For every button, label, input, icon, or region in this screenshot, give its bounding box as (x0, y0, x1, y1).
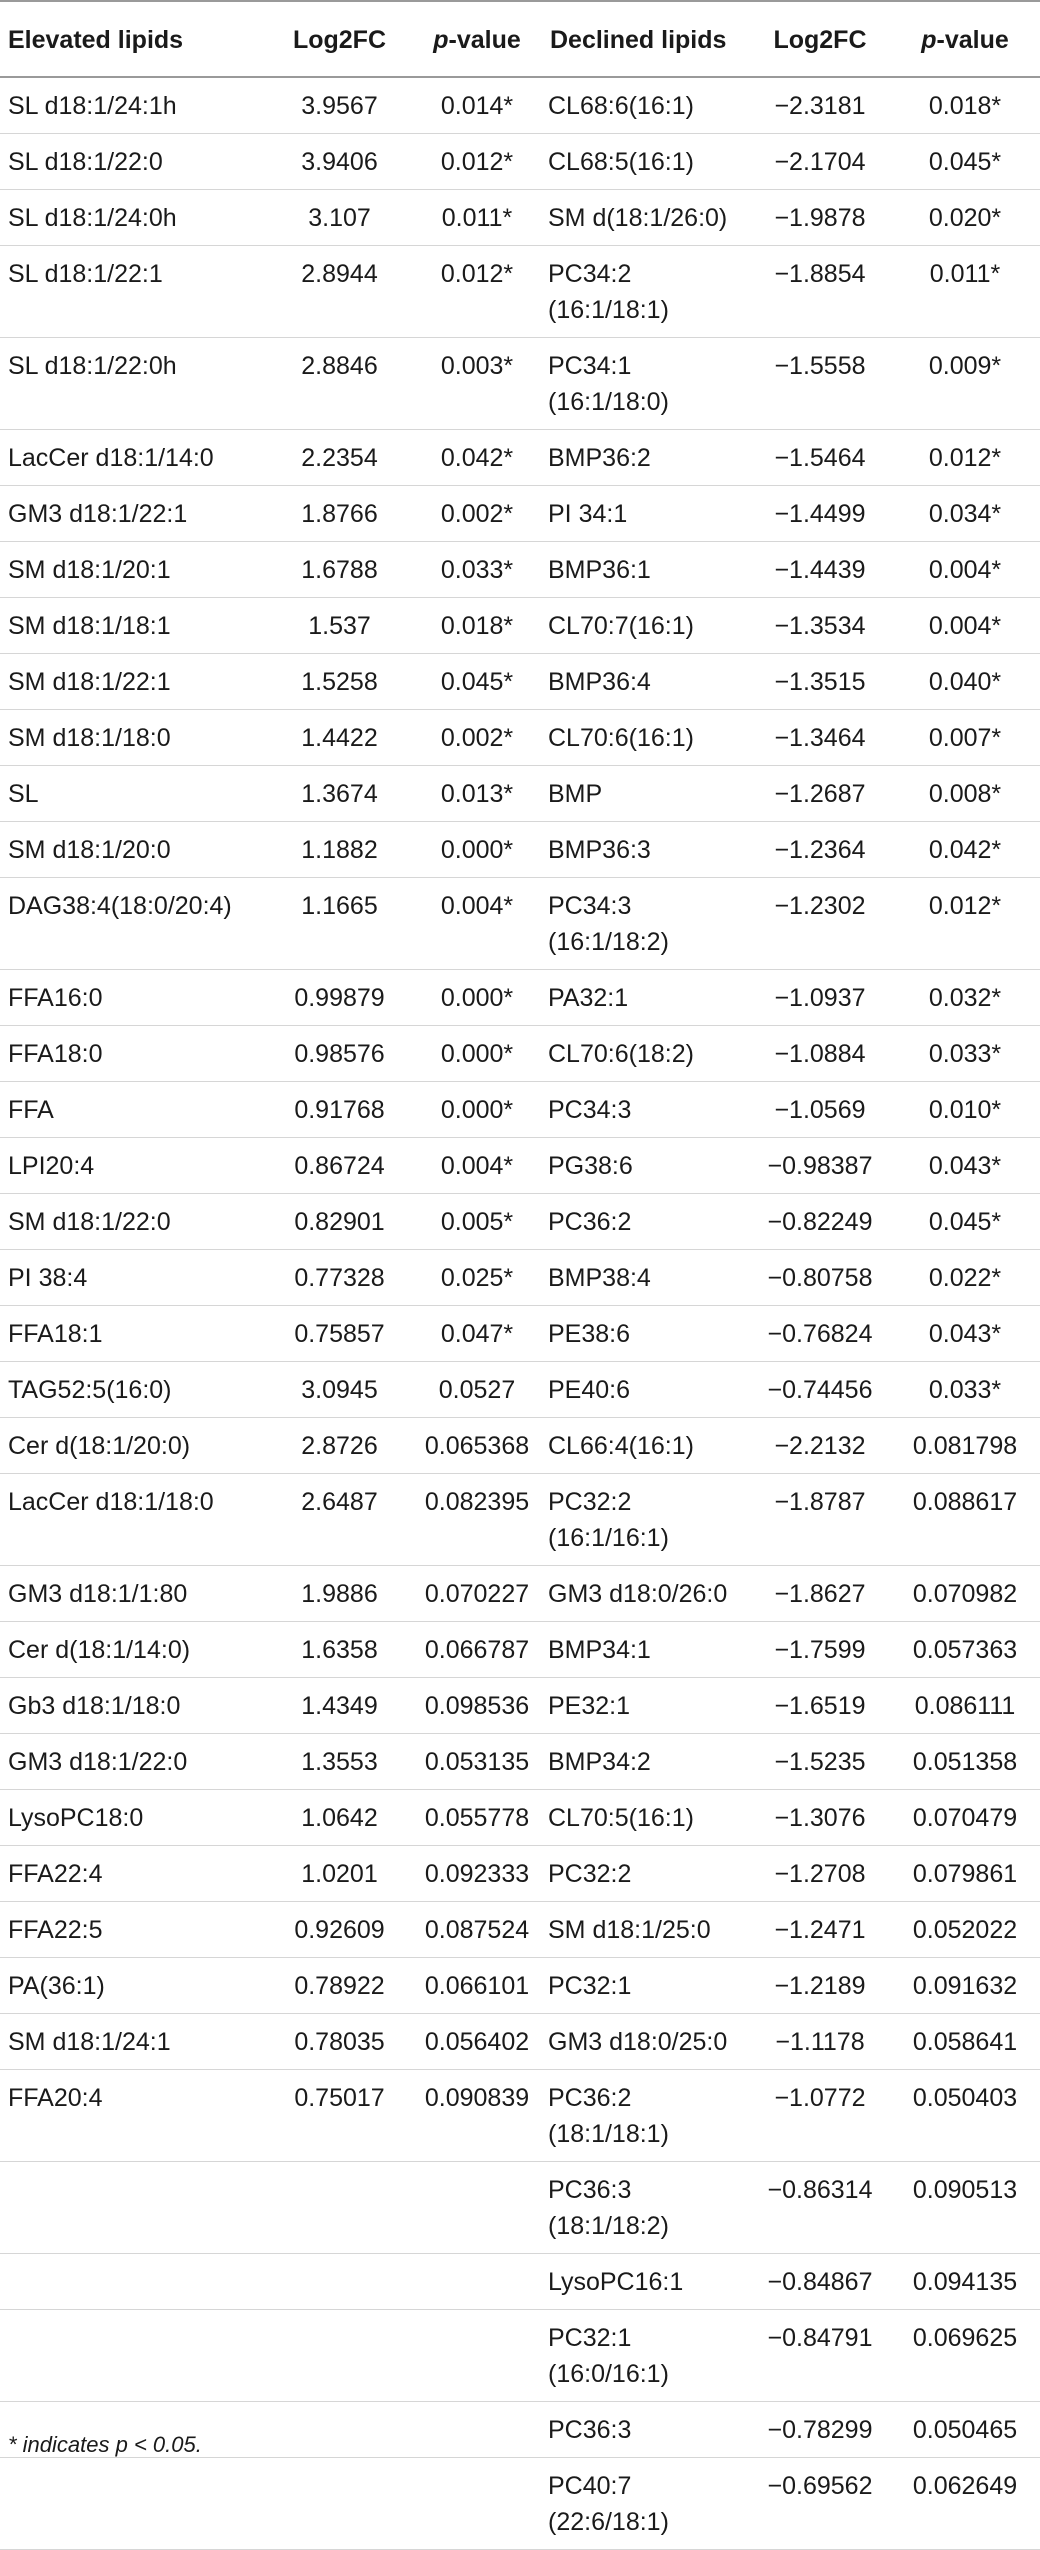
table-row (0, 190, 1040, 246)
table-header (0, 1, 1040, 77)
elevated-pvalue: 0.070227 (424, 1580, 530, 1608)
elevated-pvalue: 0.018* (440, 612, 514, 640)
declined-log2fc: −1.1178 (775, 2028, 865, 2056)
declined-lipid-name: CL70:5(16:1) (548, 1804, 694, 1832)
elevated-lipid-name: PA(36:1) (8, 1972, 105, 2000)
table-row (0, 1306, 1040, 1362)
elevated-pvalue: 0.002* (440, 500, 514, 528)
elevated-lipid-name (0, 2458, 267, 2550)
elevated-log2fc: 3.0945 (301, 1376, 378, 1404)
declined-lipid-name: CL70:7(16:1) (548, 612, 694, 640)
elevated-lipid-name: SM d18:1/24:1 (8, 2028, 171, 2056)
declined-lipid-name: PC34:3 (16:1/18:2) (548, 892, 669, 956)
elevated-pvalue: 0.0527 (438, 1376, 516, 1404)
table-row (0, 1026, 1040, 1082)
elevated-pvalue: 0.000* (440, 984, 514, 1012)
declined-lipid-name: BMP38:4 (548, 1264, 651, 1292)
elevated-log2fc: 1.0642 (301, 1804, 378, 1832)
elevated-lipid-name: PI 38:4 (8, 1264, 88, 1292)
declined-pvalue: 0.033* (928, 1376, 1002, 1404)
declined-log2fc: −0.76824 (767, 1320, 873, 1348)
declined-pvalue: 0.057363 (912, 1636, 1018, 1664)
elevated-lipid-name: SM d18:1/22:1 (8, 668, 171, 696)
table-row (0, 598, 1040, 654)
declined-lipid-name: BMP34:2 (548, 1748, 651, 1776)
declined-pvalue: 0.070982 (912, 1580, 1018, 1608)
declined-lipid-name: PC36:2 (548, 1208, 632, 1236)
declined-pvalue: 0.069625 (912, 2324, 1018, 2352)
elevated-log2fc: 0.91768 (294, 1096, 385, 1124)
declined-log2fc: −1.8787 (774, 1488, 866, 1516)
declined-lipid-name: BMP36:4 (548, 668, 651, 696)
declined-pvalue: 0.086111 (914, 1692, 1016, 1720)
declined-pvalue: 0.007* (928, 724, 1002, 752)
declined-log2fc: −1.9878 (774, 204, 866, 232)
declined-lipid-name: CL68:6(16:1) (548, 92, 694, 120)
declined-lipid-name: PI 34:1 (548, 500, 628, 528)
declined-log2fc: −1.3534 (774, 612, 866, 640)
header-p-rest: -value (448, 26, 521, 54)
elevated-lipid-name: TAG52:5(16:0) (8, 1376, 172, 1404)
declined-lipid-name: PE40:6 (548, 1376, 631, 1404)
elevated-log2fc: 0.78922 (294, 1972, 385, 2000)
elevated-log2fc: 1.537 (308, 612, 371, 640)
elevated-pvalue: 0.002* (440, 724, 514, 752)
declined-pvalue: 0.050465 (912, 2416, 1018, 2444)
elevated-lipid-name: LacCer d18:1/18:0 (8, 1488, 214, 1516)
table-row (0, 1678, 1040, 1734)
declined-pvalue: 0.090513 (912, 2176, 1018, 2204)
elevated-log2fc (267, 2458, 412, 2550)
elevated-lipid-name: DAG38:4(18:0/20:4) (8, 892, 232, 920)
header-p-italic: p (921, 26, 937, 54)
elevated-lipid-name: LacCer d18:1/14:0 (8, 444, 214, 472)
table-row (0, 430, 1040, 486)
elevated-pvalue (412, 2310, 542, 2402)
table-row (0, 1138, 1040, 1194)
elevated-pvalue: 0.082395 (424, 1488, 530, 1516)
elevated-pvalue (412, 2458, 542, 2550)
elevated-log2fc: 1.6788 (301, 556, 378, 584)
elevated-pvalue: 0.087524 (424, 1916, 530, 1944)
declined-log2fc: −0.84867 (767, 2268, 873, 2296)
header-p-italic: p (433, 26, 449, 54)
declined-pvalue: 0.043* (928, 1320, 1002, 1348)
elevated-log2fc: 1.4422 (301, 724, 378, 752)
declined-log2fc: −1.0937 (774, 984, 866, 1012)
declined-lipid-name: PE38:6 (548, 1320, 631, 1348)
table-row (0, 1902, 1040, 1958)
declined-lipid-name: LysoPC16:1 (548, 2268, 684, 2296)
elevated-log2fc: 2.6487 (301, 1488, 378, 1516)
elevated-log2fc: 1.1665 (301, 892, 378, 920)
elevated-lipid-name: GM3 d18:1/22:0 (8, 1748, 188, 1776)
elevated-log2fc: 0.82901 (294, 1208, 385, 1236)
declined-log2fc: −1.7599 (774, 1636, 866, 1664)
declined-lipid-name: PG38:6 (548, 1152, 633, 1180)
declined-lipid-name: PC36:3 (548, 2416, 632, 2444)
elevated-lipid-name: SL (8, 780, 39, 808)
declined-lipid-name: PC32:2 (548, 1860, 632, 1888)
declined-log2fc: −0.78299 (767, 2416, 873, 2444)
elevated-pvalue: 0.066787 (424, 1636, 530, 1664)
declined-log2fc: −1.6519 (774, 1692, 866, 1720)
declined-log2fc: −1.3464 (774, 724, 866, 752)
elevated-log2fc: 0.86724 (294, 1152, 385, 1180)
declined-log2fc: −0.69562 (767, 2472, 873, 2500)
declined-pvalue: 0.020* (928, 204, 1002, 232)
elevated-log2fc (267, 2162, 412, 2254)
elevated-log2fc: 1.1882 (301, 836, 378, 864)
declined-lipid-name: BMP (548, 780, 603, 808)
declined-pvalue: 0.045* (928, 148, 1002, 176)
declined-log2fc: −1.2364 (774, 836, 866, 864)
elevated-lipid-name: FFA20:4 (8, 2084, 103, 2112)
elevated-pvalue: 0.066101 (424, 1972, 530, 2000)
elevated-pvalue (412, 2162, 542, 2254)
declined-lipid-name: BMP34:1 (548, 1636, 651, 1664)
table-row (0, 77, 1040, 134)
elevated-log2fc: 1.5258 (301, 668, 378, 696)
elevated-pvalue: 0.025* (440, 1264, 514, 1292)
table-row (0, 1958, 1040, 2014)
declined-lipid-name: SM d(18:1/26:0) (548, 204, 728, 232)
elevated-pvalue: 0.012* (440, 260, 514, 288)
table-row (0, 542, 1040, 598)
declined-lipid-name: BMP36:1 (548, 556, 651, 584)
declined-lipid-name: SM d18:1/25:0 (548, 1916, 711, 1944)
elevated-pvalue: 0.047* (440, 1320, 514, 1348)
table-row (0, 822, 1040, 878)
table-row (0, 970, 1040, 1026)
table-row (0, 1846, 1040, 1902)
header-pvalue-declined (890, 1, 1040, 77)
table-row (0, 1250, 1040, 1306)
elevated-pvalue: 0.098536 (424, 1692, 530, 1720)
declined-pvalue: 0.043* (928, 1152, 1002, 1180)
table-row (0, 2070, 1040, 2162)
declined-log2fc: −1.3515 (774, 668, 866, 696)
table-row (0, 2162, 1040, 2254)
elevated-lipid-name: Cer d(18:1/20:0) (8, 1432, 191, 1460)
declined-pvalue: 0.088617 (912, 1488, 1018, 1516)
declined-pvalue: 0.091632 (912, 1972, 1018, 2000)
table-row (0, 486, 1040, 542)
elevated-lipid-name (0, 2310, 267, 2402)
table-row (0, 1194, 1040, 1250)
table-row (0, 1734, 1040, 1790)
declined-log2fc: −2.3181 (774, 92, 866, 120)
declined-lipid-name: PA32:1 (548, 984, 629, 1012)
elevated-log2fc: 0.77328 (294, 1264, 385, 1292)
declined-log2fc: −0.80758 (767, 1264, 873, 1292)
elevated-lipid-name: SL d18:1/22:0h (8, 352, 177, 380)
declined-lipid-name: CL66:4(16:1) (548, 1432, 694, 1460)
declined-log2fc: −0.84791 (767, 2324, 873, 2352)
table-row (0, 2254, 1040, 2310)
elevated-lipid-name: GM3 d18:1/22:1 (8, 500, 188, 528)
elevated-pvalue: 0.045* (440, 668, 514, 696)
declined-log2fc: −0.74456 (767, 1376, 873, 1404)
declined-pvalue: 0.004* (928, 612, 1002, 640)
elevated-log2fc: 1.6358 (301, 1636, 378, 1664)
header-log2fc-declined: Log2FC (750, 1, 890, 77)
declined-pvalue: 0.079861 (912, 1860, 1018, 1888)
header-declined-lipids: Declined lipids (542, 1, 750, 77)
declined-lipid-name: BMP36:2 (548, 444, 651, 472)
declined-lipid-name: CL70:6(18:2) (548, 1040, 694, 1068)
table-row (0, 246, 1040, 338)
elevated-lipid-name: SL d18:1/22:0 (8, 148, 163, 176)
elevated-lipid-name: SM d18:1/20:0 (8, 836, 171, 864)
declined-pvalue: 0.062649 (912, 2472, 1018, 2500)
elevated-pvalue (412, 2254, 542, 2310)
elevated-pvalue: 0.055778 (424, 1804, 530, 1832)
declined-log2fc: −1.5558 (774, 352, 866, 380)
declined-pvalue: 0.081798 (912, 1432, 1018, 1460)
elevated-lipid-name: FFA18:1 (8, 1320, 103, 1348)
declined-log2fc: −1.4439 (774, 556, 866, 584)
elevated-pvalue: 0.065368 (424, 1432, 530, 1460)
elevated-pvalue: 0.042* (440, 444, 514, 472)
declined-log2fc: −1.4499 (774, 500, 866, 528)
declined-pvalue: 0.010* (928, 1096, 1002, 1124)
declined-pvalue: 0.032* (928, 984, 1002, 1012)
declined-pvalue: 0.070479 (912, 1804, 1018, 1832)
elevated-log2fc: 3.107 (308, 204, 371, 232)
elevated-lipid-name: SL d18:1/22:1 (8, 260, 163, 288)
elevated-lipid-name: SL d18:1/24:1h (8, 92, 177, 120)
declined-lipid-name: PE32:1 (548, 1692, 631, 1720)
declined-lipid-name: CL68:5(16:1) (548, 148, 694, 176)
declined-lipid-name: PC32:1 (548, 1972, 632, 2000)
elevated-lipid-name: SM d18:1/18:0 (8, 724, 171, 752)
elevated-pvalue: 0.033* (440, 556, 514, 584)
elevated-pvalue: 0.005* (440, 1208, 514, 1236)
declined-lipid-name: BMP36:3 (548, 836, 651, 864)
table-row (0, 1790, 1040, 1846)
declined-log2fc: −0.86314 (767, 2176, 873, 2204)
elevated-log2fc: 1.8766 (301, 500, 378, 528)
declined-log2fc: −0.82249 (767, 1208, 873, 1236)
elevated-log2fc: 2.8726 (301, 1432, 378, 1460)
declined-pvalue: 0.008* (928, 780, 1002, 808)
elevated-lipid-name: LysoPC18:0 (8, 1804, 144, 1832)
table-row (0, 1622, 1040, 1678)
declined-lipid-name: PC34:1 (16:1/18:0) (548, 352, 669, 416)
declined-log2fc: −1.2302 (774, 892, 866, 920)
header-elevated-lipids: Elevated lipids (0, 1, 267, 77)
elevated-lipid-name: FFA (8, 1096, 54, 1124)
declined-lipid-name: PC34:3 (548, 1096, 632, 1124)
declined-pvalue: 0.052022 (912, 1916, 1018, 1944)
elevated-log2fc (267, 2254, 412, 2310)
declined-lipid-name: PC32:2 (16:1/16:1) (548, 1488, 669, 1552)
elevated-pvalue: 0.092333 (424, 1860, 530, 1888)
elevated-log2fc: 0.75857 (294, 1320, 385, 1348)
elevated-pvalue: 0.011* (441, 204, 513, 232)
header-log2fc-elevated: Log2FC (267, 1, 412, 77)
declined-log2fc: −1.2708 (774, 1860, 866, 1888)
declined-log2fc: −1.2189 (774, 1972, 866, 2000)
declined-log2fc: −1.8627 (774, 1580, 866, 1608)
declined-lipid-name: PC32:1 (16:0/16:1) (548, 2324, 669, 2388)
elevated-lipid-name: SM d18:1/22:0 (8, 1208, 171, 1236)
elevated-log2fc: 0.78035 (294, 2028, 385, 2056)
table-row (0, 1474, 1040, 1566)
table-row (0, 2458, 1040, 2550)
elevated-lipid-name: LPI20:4 (8, 1152, 95, 1180)
elevated-lipid-name: SM d18:1/18:1 (8, 612, 171, 640)
elevated-pvalue: 0.000* (440, 1096, 514, 1124)
elevated-lipid-name: FFA16:0 (8, 984, 103, 1012)
declined-lipid-name: PC36:3 (18:1/18:2) (548, 2176, 669, 2240)
elevated-pvalue: 0.000* (440, 1040, 514, 1068)
table-row (0, 654, 1040, 710)
elevated-lipid-name: Gb3 d18:1/18:0 (8, 1692, 181, 1720)
elevated-log2fc: 0.75017 (294, 2084, 385, 2112)
elevated-lipid-name: FFA22:5 (8, 1916, 103, 1944)
elevated-log2fc: 1.0201 (301, 1860, 378, 1888)
elevated-pvalue (412, 2402, 542, 2458)
table-row (0, 1418, 1040, 1474)
declined-log2fc: −1.0884 (774, 1040, 866, 1068)
table-row (0, 1082, 1040, 1138)
elevated-log2fc: 2.2354 (301, 444, 378, 472)
table-row (0, 1566, 1040, 1622)
elevated-log2fc (267, 2310, 412, 2402)
table-body (0, 77, 1040, 2550)
table-row (0, 2014, 1040, 2070)
elevated-lipid-name: GM3 d18:1/1:80 (8, 1580, 188, 1608)
elevated-pvalue: 0.004* (440, 892, 514, 920)
declined-pvalue: 0.018* (928, 92, 1002, 120)
declined-pvalue: 0.058641 (912, 2028, 1018, 2056)
declined-log2fc: −0.98387 (767, 1152, 873, 1180)
elevated-lipid-name (0, 2254, 267, 2310)
declined-pvalue: 0.012* (928, 892, 1002, 920)
declined-log2fc: −1.5464 (774, 444, 866, 472)
elevated-log2fc: 3.9567 (301, 92, 378, 120)
elevated-lipid-name: SL d18:1/24:0h (8, 204, 177, 232)
declined-log2fc: −1.3076 (774, 1804, 866, 1832)
declined-lipid-name: GM3 d18:0/25:0 (548, 2028, 728, 2056)
elevated-log2fc: 0.99879 (294, 984, 385, 1012)
declined-pvalue: 0.034* (928, 500, 1002, 528)
elevated-pvalue: 0.000* (440, 836, 514, 864)
declined-log2fc: −1.0569 (774, 1096, 866, 1124)
declined-pvalue: 0.050403 (912, 2084, 1018, 2112)
declined-pvalue: 0.094135 (912, 2268, 1018, 2296)
elevated-log2fc: 1.4349 (301, 1692, 378, 1720)
elevated-pvalue: 0.056402 (424, 2028, 530, 2056)
elevated-log2fc: 1.3553 (301, 1748, 378, 1776)
table-row (0, 1362, 1040, 1418)
elevated-pvalue: 0.090839 (424, 2084, 530, 2112)
elevated-pvalue: 0.013* (440, 780, 514, 808)
declined-log2fc: −1.2471 (774, 1916, 866, 1944)
table-row (0, 766, 1040, 822)
footnote: * indicates p < 0.05. (8, 2432, 202, 2457)
elevated-log2fc: 0.92609 (294, 1916, 385, 1944)
declined-pvalue: 0.009* (928, 352, 1002, 380)
elevated-pvalue: 0.004* (440, 1152, 514, 1180)
table-row (0, 338, 1040, 430)
table-row (0, 878, 1040, 970)
elevated-lipid-name (0, 2162, 267, 2254)
declined-lipid-name: PC36:2 (18:1/18:1) (548, 2084, 669, 2148)
elevated-pvalue: 0.014* (440, 92, 514, 120)
table-row (0, 134, 1040, 190)
declined-pvalue: 0.042* (928, 836, 1002, 864)
header-p-rest: -value (936, 26, 1009, 54)
declined-log2fc: −1.8854 (774, 260, 866, 288)
elevated-log2fc: 1.3674 (301, 780, 378, 808)
table-row (0, 710, 1040, 766)
elevated-lipid-name: Cer d(18:1/14:0) (8, 1636, 191, 1664)
elevated-lipid-name: SM d18:1/20:1 (8, 556, 171, 584)
elevated-lipid-name: FFA22:4 (8, 1860, 103, 1888)
declined-pvalue: 0.012* (928, 444, 1002, 472)
elevated-pvalue: 0.003* (440, 352, 514, 380)
elevated-pvalue: 0.012* (440, 148, 514, 176)
declined-pvalue: 0.040* (928, 668, 1002, 696)
elevated-log2fc: 1.9886 (301, 1580, 378, 1608)
declined-pvalue: 0.051358 (912, 1748, 1018, 1776)
declined-log2fc: −1.5235 (774, 1748, 866, 1776)
elevated-log2fc: 3.9406 (301, 148, 378, 176)
elevated-log2fc: 0.98576 (294, 1040, 385, 1068)
declined-log2fc: −1.2687 (774, 780, 866, 808)
header-row (0, 1, 1040, 77)
declined-pvalue: 0.045* (928, 1208, 1002, 1236)
elevated-pvalue: 0.053135 (424, 1748, 530, 1776)
header-pvalue-elevated (412, 1, 542, 77)
declined-pvalue: 0.011* (929, 260, 1001, 288)
declined-pvalue: 0.004* (928, 556, 1002, 584)
declined-pvalue: 0.022* (928, 1264, 1002, 1292)
declined-log2fc: −2.1704 (774, 148, 866, 176)
declined-lipid-name: PC34:2 (16:1/18:1) (548, 260, 669, 324)
elevated-log2fc: 2.8944 (301, 260, 378, 288)
declined-pvalue: 0.033* (928, 1040, 1002, 1068)
table-row (0, 2310, 1040, 2402)
declined-log2fc: −1.0772 (774, 2084, 866, 2112)
elevated-log2fc (267, 2402, 412, 2458)
declined-lipid-name: CL70:6(16:1) (548, 724, 694, 752)
declined-lipid-name: PC40:7 (22:6/18:1) (548, 2472, 669, 2536)
declined-lipid-name: GM3 d18:0/26:0 (548, 1580, 728, 1608)
elevated-lipid-name: FFA18:0 (8, 1040, 103, 1068)
elevated-log2fc: 2.8846 (301, 352, 378, 380)
declined-log2fc: −2.2132 (774, 1432, 866, 1460)
